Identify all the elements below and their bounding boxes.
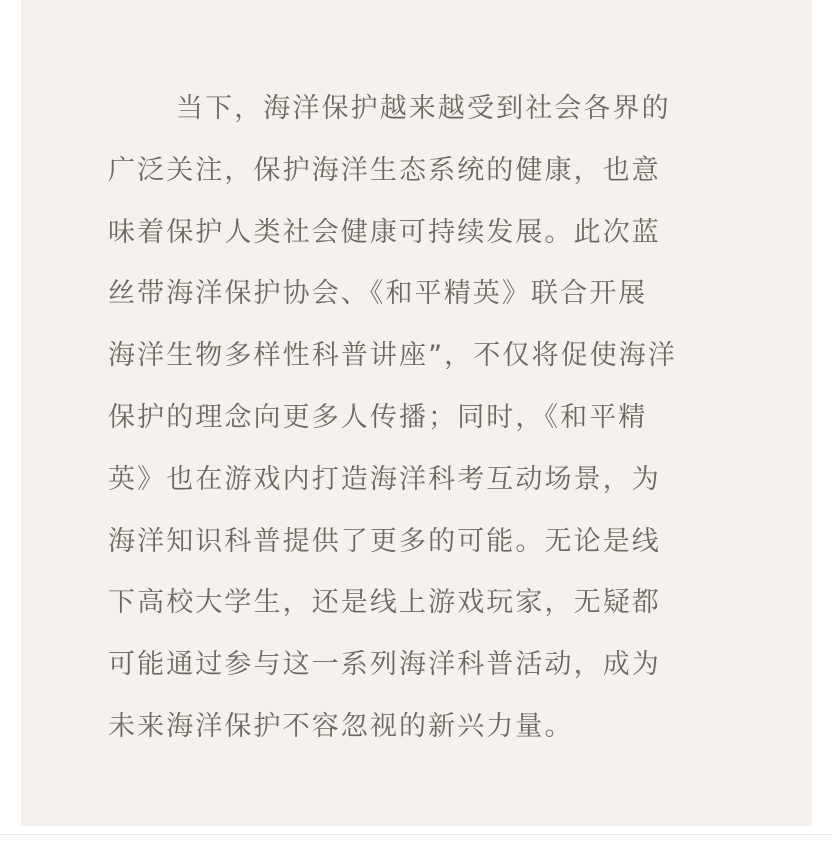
paragraph-line: 英》也在游戏内打造海洋科考互动场景，为 [108,463,661,495]
paragraph-line: 海洋生物多样性科普讲座”，不仅将促使海洋 [108,340,677,372]
bottom-divider [0,834,832,835]
paragraph-line: 广泛关注，保护海洋生态系统的健康，也意 [108,154,661,186]
paragraph-line: 海洋知识科普提供了更多的可能。无论是线 [108,525,661,557]
paragraph-line: 可能通过参与这一系列海洋科普活动，成为 [108,649,661,681]
article-card [21,0,812,826]
article-paragraph [108,78,772,758]
paragraph-line: 味着保护人类社会健康可持续发展。此次蓝 [108,216,661,248]
paragraph-line: 未来海洋保护不容忽视的新兴力量。 [108,710,574,742]
paragraph-line: 保护的理念向更多人传播；同时，《和平精 [108,401,648,433]
paragraph-line: 当下，海洋保护越来越受到社会各界的 [176,93,671,124]
paragraph-line: 下高校大学生，还是线上游戏玩家，无疑都 [108,587,661,619]
paragraph-line: 丝带海洋保护协会、《和平精英》联合开展 [108,278,648,310]
